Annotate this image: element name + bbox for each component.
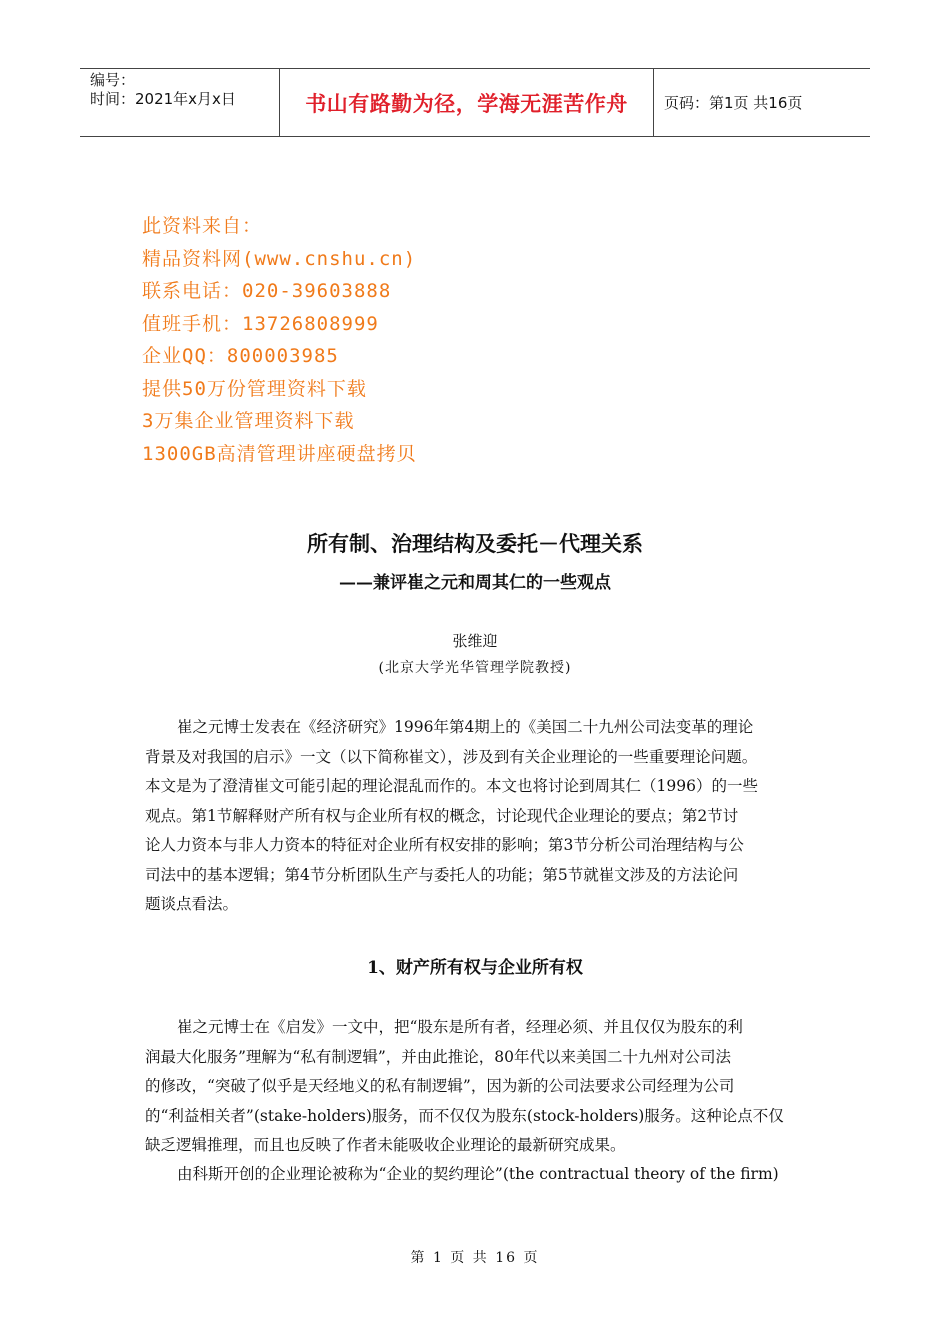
document-time-label: 时间：2021年x月x日 bbox=[90, 90, 236, 108]
promo-block bbox=[142, 210, 417, 470]
paragraph-line: 题谈点看法。 bbox=[145, 895, 239, 913]
paragraph-line: 观点。第1节解释财产所有权与企业所有权的概念，讨论现代企业理论的要点；第2节讨 bbox=[145, 806, 739, 825]
paragraph-line: 背景及对我国的启示》一文（以下简称崔文），涉及到有关企业理论的一些重要理论问题。 bbox=[145, 747, 758, 766]
promo-line: 提供50万份管理资料下载 bbox=[142, 377, 367, 400]
promo-line: 联系电话：020-39603888 bbox=[142, 280, 392, 302]
page-footer: 第 1 页 共 16 页 bbox=[410, 1250, 540, 1266]
promo-line: 此资料来自： bbox=[142, 215, 263, 237]
header-motto: 书山有路勤为径，学海无涯苦作舟 bbox=[280, 69, 654, 136]
header-page-info: 页码：第1页 共16页 bbox=[664, 94, 803, 112]
promo-line: 企业QQ：800003985 bbox=[142, 345, 339, 367]
promo-line: 1300GB高清管理讲座硬盘拷贝 bbox=[142, 442, 417, 465]
header-table bbox=[80, 68, 870, 137]
paragraph-intro bbox=[145, 713, 805, 920]
article-title: 所有制、治理结构及委托－代理关系 bbox=[307, 531, 643, 556]
promo-line: 3万集企业管理资料下载 bbox=[142, 410, 355, 432]
promo-line: 值班手机：13726808999 bbox=[142, 312, 379, 335]
paragraph-line: 润最大化服务”理解为“私有制逻辑”，并由此推论，80年代以来美国二十九州对公司法 bbox=[145, 1047, 731, 1066]
paragraph-line: 司法中的基本逻辑；第4节分析团队生产与委托人的功能；第5节就崔文涉及的方法论问 bbox=[145, 865, 739, 884]
paragraph-line: 崔之元博士发表在《经济研究》1996年第4期上的《美国二十九州公司法变革的理论 bbox=[177, 718, 754, 736]
author-affiliation: (北京大学光华管理学院教授) bbox=[378, 660, 572, 676]
paragraph-line: 的修改，“突破了似乎是天经地义的私有制逻辑”，因为新的公司法要求公司经理为公司 bbox=[145, 1077, 735, 1095]
section-heading: 1、财产所有权与企业所有权 bbox=[367, 958, 583, 978]
article-subtitle: ——兼评崔之元和周其仁的一些观点 bbox=[339, 573, 611, 593]
paragraph-line: 缺乏逻辑推理，而且也反映了作者未能吸收企业理论的最新研究成果。 bbox=[145, 1136, 626, 1154]
paragraph-section1 bbox=[145, 1013, 805, 1161]
article-author: 张维迎 bbox=[452, 632, 498, 650]
paragraph-line: 本文是为了澄清崔文可能引起的理论混乱而作的。本文也将讨论到周其仁（1996）的一些 bbox=[145, 777, 758, 795]
paragraph-line: 论人力资本与非人力资本的特征对企业所有权安排的影响；第3节分析公司治理结构与公 bbox=[145, 836, 744, 854]
paragraph-line: 由科斯开创的企业理论被称为“企业的契约理论”(the contractual theory of the firm) bbox=[177, 1165, 779, 1183]
document-number-label: 编号： bbox=[90, 71, 136, 89]
paragraph-line: 崔之元博士在《启发》一文中，把“股东是所有者，经理必须、并且仅仅为股东的利 bbox=[177, 1018, 743, 1036]
header-left-cell bbox=[80, 69, 280, 136]
paragraph-next bbox=[145, 1160, 805, 1190]
paragraph-line: 的“利益相关者”(stake-holders)服务，而不仅仅为股东(stock-holders)服务。这种论点不仅 bbox=[145, 1106, 784, 1125]
promo-line: 精品资料网(www.cnshu.cn) bbox=[142, 247, 417, 270]
